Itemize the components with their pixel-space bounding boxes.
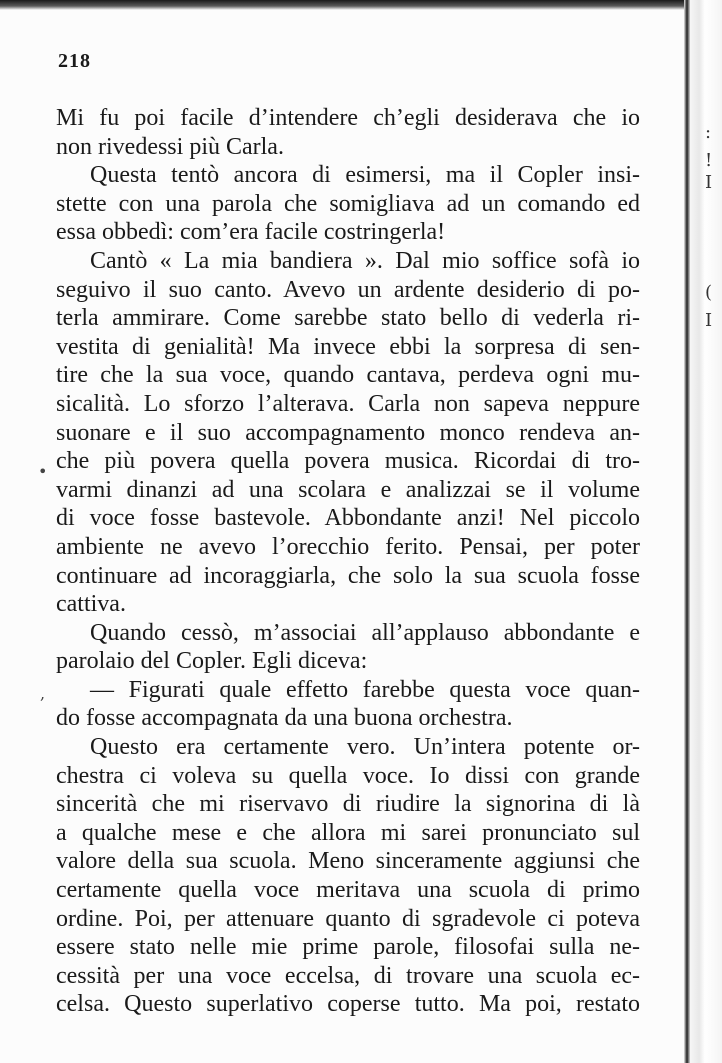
text-line: di voce fosse bastevole. Abbondante anzi! Nel piccolo [56,505,640,532]
text-line: non rivedessi più Carla. [56,133,284,160]
text-line: Quando cessò, m’associai all’applauso abbondante e [90,619,640,646]
text-line: seguivo il suo canto. Avevo un ardente desiderio di po- [56,276,640,303]
text-line: parolaio del Copler. Egli diceva: [56,648,368,675]
text-line: varmi dinanzi ad una scolara e analizzai se il volume [56,476,640,503]
text-line: certamente quella voce meritava una scuola di primo [56,877,640,904]
facing-page-fragment: ! [705,150,713,171]
text-line: Questa tentò ancora di esimersi, ma il Copler insi- [90,162,640,189]
text-line: cessità per una voce eccelsa, di trovare una scuola ec- [56,962,640,989]
text-line: che più povera quella povera musica. Ricordai di tro- [56,448,640,475]
facing-page-fragment: I [705,172,713,193]
scan-speck: , [40,684,46,703]
text-line: ambiente ne avevo l’orecchio ferito. Pensai, per poter [56,533,640,560]
text-line: terla ammirare. Come sarebbe stato bello di vederla ri- [56,305,640,332]
scan-speck: • [38,462,48,481]
text-line: a qualche mese e che allora mi sarei pronunciato sul [56,819,640,846]
page-number: 218 [58,50,91,72]
body-text [56,104,640,1019]
text-line: suonare e il suo accompagnamento monco rendeva an- [56,419,640,446]
facing-page-fragment: ( [705,282,713,303]
text-line: do fosse accompagnata da una buona orchestra. [56,705,513,732]
text-line: Cantò « La mia bandiera ». Dal mio soffice sofà io [90,247,640,274]
text-line: stette con una parola che somigliava ad un comando ed [56,190,640,217]
text-line: Mi fu poi facile d’intendere ch’egli desiderava che io [56,105,640,131]
text-line: cattiva. [56,591,126,618]
text-line: celsa. Questo superlativo coperse tutto. Ma poi, restato [56,991,640,1018]
text-line: sicalità. Lo sforzo l’alterava. Carla non sapeva neppure [56,390,640,417]
text-line: tire che la sua voce, quando cantava, perdeva ogni mu- [56,362,640,389]
facing-page-fragment: : [705,122,712,143]
text-line: essere stato nelle mie prime parole, filosofai sulla ne- [56,934,640,961]
text-line: chestra ci voleva su quella voce. Io dissi con grande [56,762,640,789]
text-line: continuare ad incoraggiarla, che solo la sua scuola fosse [56,562,640,589]
text-line: essa obbedì: com’era facile costringerla! [56,219,446,246]
facing-page-fragment: I [705,310,713,331]
text-line: valore della sua scuola. Meno sinceramente aggiunsi che [56,848,640,875]
text-line: Questo era certamente vero. Un’intera potente or- [90,734,640,761]
text-line: ordine. Poi, per attenuare quanto di sgradevole ci poteva [56,905,640,932]
text-line: — Figurati quale effetto farebbe questa voce quan- [90,676,640,703]
scan-shadow-top [0,0,722,10]
text-line: sincerità che mi riservavo di riudire la signorina di là [56,791,640,818]
book-gutter [684,0,690,1063]
text-line: vestita di genialità! Ma invece ebbi la sorpresa di sen- [56,333,640,360]
